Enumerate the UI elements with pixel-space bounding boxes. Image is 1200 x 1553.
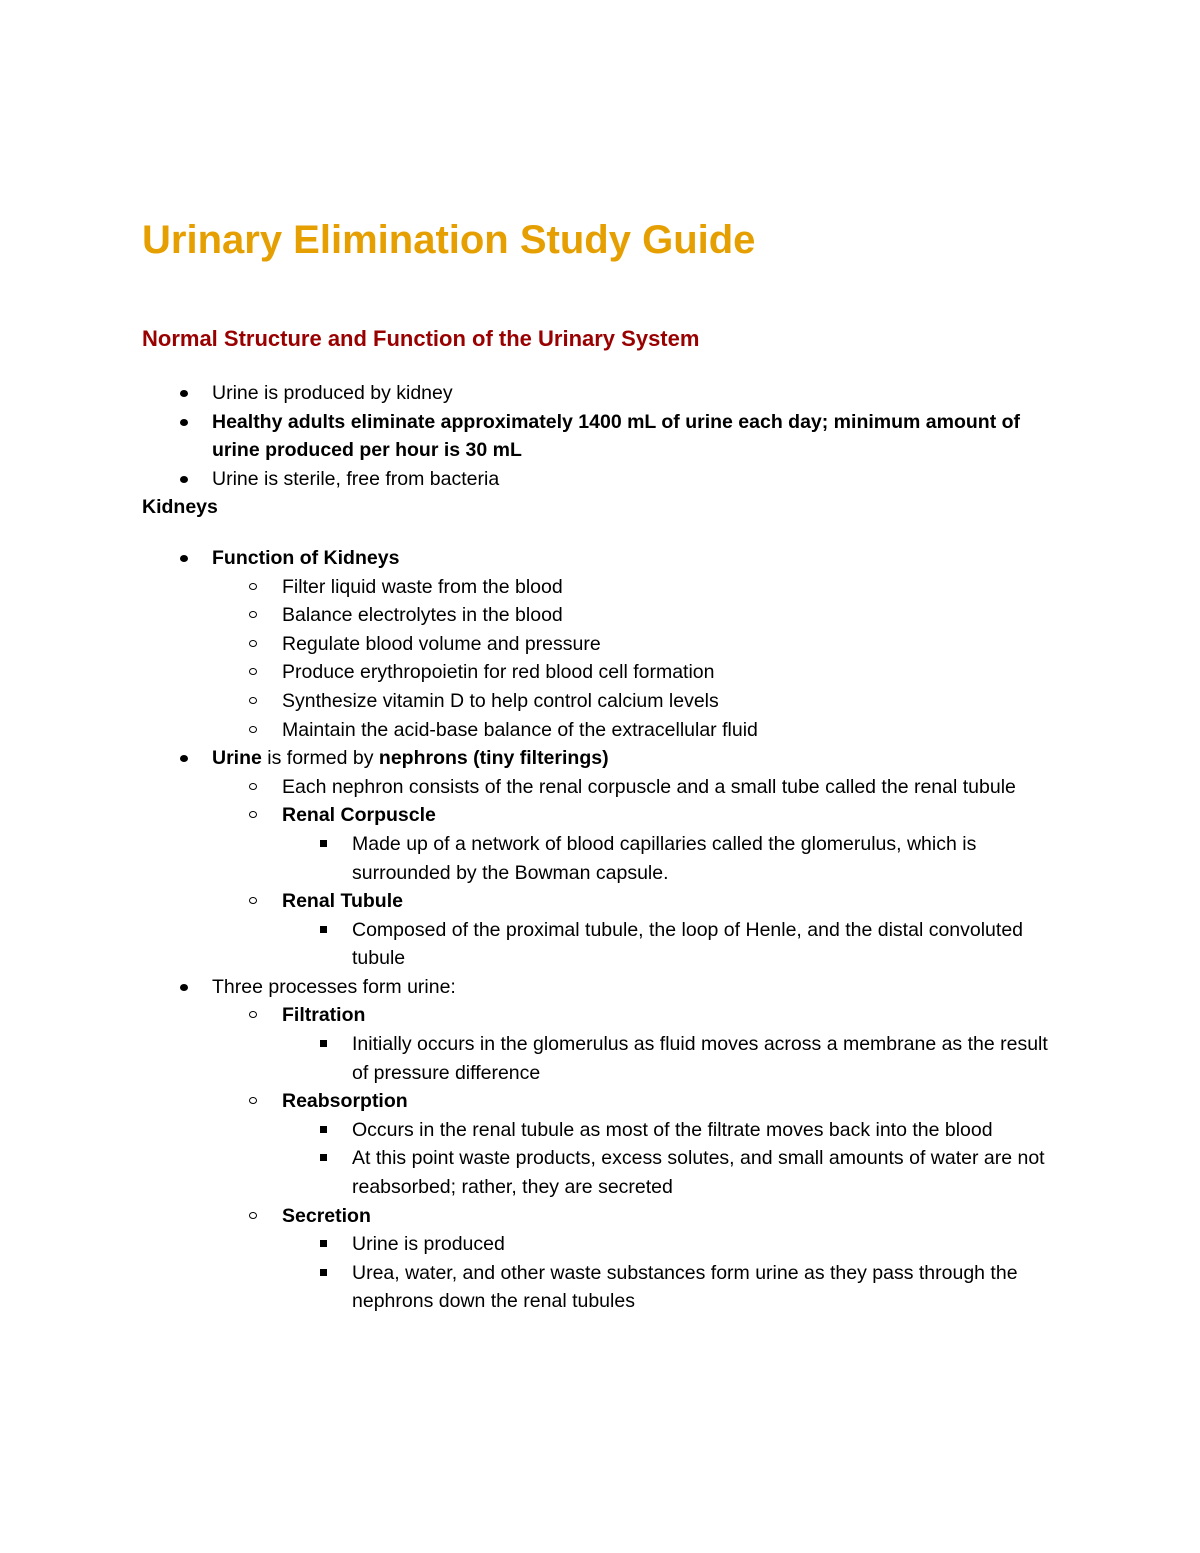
- list-item: [212, 1202, 1062, 1316]
- list-item: [212, 630, 1062, 659]
- list-item: [282, 916, 1062, 973]
- list-item: [212, 1087, 1062, 1201]
- bullet-ring-icon: [248, 601, 262, 630]
- list-item-text: Initially occurs in the glomerulus as fluid moves across a membrane as the result of pressure difference: [352, 1033, 1048, 1084]
- secretion-sublist: [282, 1230, 1062, 1316]
- processes-label: Three processes form urine:: [212, 975, 456, 998]
- list-item-text: Filter liquid waste from the blood: [282, 575, 563, 598]
- list-item: [212, 773, 1062, 802]
- kidneys-list: [142, 544, 1062, 1316]
- paragraph-spacer: [142, 522, 1062, 544]
- function-sublist: [212, 573, 1062, 745]
- bullet-ring-icon: [248, 1202, 262, 1231]
- list-item: [212, 601, 1062, 630]
- list-item: [212, 658, 1062, 687]
- list-item: [142, 465, 1062, 494]
- document-body: [142, 379, 1062, 1316]
- list-item: [212, 573, 1062, 602]
- list-item: [212, 1001, 1062, 1087]
- list-item-text: Healthy adults eliminate approximately 1400 mL of urine each day; minimum amount of urine produced per hour is 30 mL: [212, 410, 1021, 462]
- list-item: [142, 408, 1062, 465]
- list-item: [142, 379, 1062, 408]
- bullet-dot-icon: [178, 744, 192, 773]
- bullet-square-icon: [318, 1144, 332, 1173]
- bullet-dot-icon: [178, 408, 192, 437]
- filtration-sublist: [282, 1030, 1062, 1087]
- list-item: [142, 973, 1062, 1316]
- intro-list: [142, 379, 1062, 493]
- filtration-label: Filtration: [282, 1004, 366, 1027]
- bullet-square-icon: [318, 1259, 332, 1288]
- bullet-dot-icon: [178, 544, 192, 573]
- tubule-sublist: [282, 916, 1062, 973]
- list-item: [282, 830, 1062, 887]
- reabsorption-sublist: [282, 1116, 1062, 1202]
- nephron-sublist: [212, 773, 1062, 973]
- bullet-ring-icon: [248, 1001, 262, 1030]
- bullet-square-icon: [318, 1116, 332, 1145]
- bullet-square-icon: [318, 1230, 332, 1259]
- list-item: [142, 744, 1062, 973]
- bullet-dot-icon: [178, 379, 192, 408]
- list-item: [282, 1116, 1062, 1145]
- list-item-text: Urine is produced by kidney: [212, 382, 453, 404]
- bullet-ring-icon: [248, 716, 262, 745]
- bullet-ring-icon: [248, 1087, 262, 1116]
- processes-sublist: [212, 1001, 1062, 1316]
- list-item: [282, 1144, 1062, 1201]
- list-item: [212, 801, 1062, 887]
- list-item-text: Composed of the proximal tubule, the loop of Henle, and the distal convoluted tubule: [352, 918, 1024, 970]
- list-item: [142, 544, 1062, 744]
- list-item-text: Produce erythropoietin for red blood cell formation: [282, 661, 715, 684]
- list-item-text: Urine is sterile, free from bacteria: [212, 467, 500, 490]
- bullet-ring-icon: [248, 573, 262, 602]
- list-item-text: Maintain the acid-base balance of the extracellular fluid: [282, 718, 758, 741]
- kidneys-heading: Kidneys: [142, 496, 218, 519]
- nephrons-word: nephrons (tiny filterings): [378, 747, 609, 770]
- document-title: Urinary Elimination Study Guide: [142, 218, 756, 262]
- urine-word: Urine: [212, 747, 262, 770]
- list-item: [282, 1259, 1062, 1316]
- corpuscle-sublist: [282, 830, 1062, 887]
- list-item: [212, 716, 1062, 745]
- renal-tubule-label: Renal Tubule: [282, 890, 403, 913]
- bullet-square-icon: [318, 916, 332, 945]
- list-item: [282, 1230, 1062, 1259]
- formed-by-text: is formed by: [261, 747, 379, 770]
- bullet-square-icon: [318, 1030, 332, 1059]
- list-item-text: Each nephron consists of the renal corpuscle and a small tube called the renal tubule: [282, 775, 1016, 798]
- reabsorption-label: Reabsorption: [282, 1090, 408, 1113]
- bullet-ring-icon: [248, 630, 262, 659]
- bullet-square-icon: [318, 830, 332, 859]
- list-item: [212, 887, 1062, 973]
- renal-corpuscle-label: Renal Corpuscle: [282, 804, 436, 827]
- list-item: [212, 687, 1062, 716]
- bullet-ring-icon: [248, 887, 262, 916]
- list-item-text: Occurs in the renal tubule as most of the filtrate moves back into the blood: [352, 1118, 993, 1141]
- bullet-ring-icon: [248, 801, 262, 830]
- list-item-text: Made up of a network of blood capillaries called the glomerulus, which is surrounded by the Bowman capsule.: [352, 832, 977, 884]
- list-item-text: Urine is produced: [352, 1233, 505, 1256]
- bullet-ring-icon: [248, 658, 262, 687]
- bullet-dot-icon: [178, 973, 192, 1002]
- secretion-label: Secretion: [282, 1204, 371, 1227]
- bullet-dot-icon: [178, 465, 192, 494]
- list-item: [282, 1030, 1062, 1087]
- bullet-ring-icon: [248, 773, 262, 802]
- list-item-text: Regulate blood volume and pressure: [282, 632, 601, 655]
- list-item-text: Synthesize vitamin D to help control calcium levels: [282, 689, 719, 712]
- function-label: Function of Kidneys: [212, 546, 400, 569]
- list-item-text: At this point waste products, excess solutes, and small amounts of water are not reabsorbed; rather, they are secreted: [352, 1147, 1045, 1199]
- section-heading: Normal Structure and Function of the Urinary System: [142, 326, 700, 351]
- bullet-ring-icon: [248, 687, 262, 716]
- list-item-text: Balance electrolytes in the blood: [282, 604, 563, 627]
- list-item-text: Urea, water, and other waste substances form urine as they pass through the nephrons down the renal tubules: [352, 1261, 1018, 1313]
